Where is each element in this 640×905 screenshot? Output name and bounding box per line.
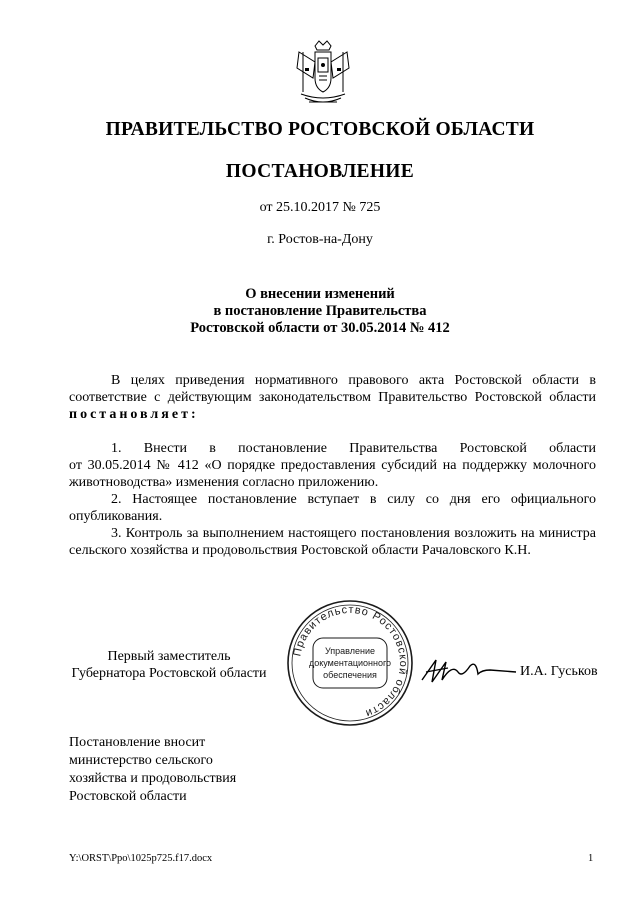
document-kind: ПОСТАНОВЛЕНИЕ — [225, 161, 415, 182]
document-date-number: от 25.10.2017 № 725 — [259, 200, 381, 215]
stamp-center-line: обеспечения — [323, 670, 377, 680]
note-line: хозяйства и продовольствия — [69, 771, 237, 786]
handwritten-signature — [418, 650, 518, 690]
signatory-title — [69, 648, 269, 682]
item-3: 3. Контроль за выполнением настоящего постановления возложить на министра сельского хозяйства и продовольствия Ростовской области Рачаловского К.Н. — [69, 526, 596, 558]
note-line: Постановление вносит — [69, 735, 206, 750]
stamp-center-line: Управление — [324, 646, 376, 656]
subject-line: О внесении изменений — [245, 286, 395, 302]
signatory-title-line: Губернатора Ростовской области — [71, 666, 267, 681]
stamp-center-line: документационного — [308, 658, 392, 668]
subject-line: Ростовской области от 30.05.2014 № 412 — [190, 320, 450, 336]
submitted-by-note — [69, 734, 236, 806]
signatory-name: И.А. Гуськов — [520, 664, 598, 679]
decree-word: постановляет: — [69, 407, 199, 422]
decree-items — [69, 440, 596, 559]
preamble-text: В целях приведения нормативного правового акта Ростовской области в соответствие с действующим законодательством Правительство Ростовской области — [69, 373, 596, 405]
preamble — [69, 372, 596, 423]
coat-of-arms-icon — [293, 38, 353, 110]
note-line: Ростовской области — [69, 789, 187, 804]
item-2: 2. Настоящее постановление вступает в силу со дня его официального опубликования. — [69, 492, 596, 524]
document-subject — [0, 286, 640, 337]
footer-page-number: 1 — [588, 853, 594, 864]
subject-line: в постановление Правительства — [213, 303, 427, 319]
org-title: ПРАВИТЕЛЬСТВО РОСТОВСКОЙ ОБЛАСТИ — [105, 119, 535, 140]
note-line: министерство сельского — [69, 753, 213, 768]
item-1-lead: 1. Внести в постановление Правительства Ростовской области — [111, 441, 596, 456]
stamp-ring-text: Правительство Ростовской области — [291, 603, 410, 720]
item-1-rest: от 30.05.2014 № 412 «О порядке предоставления субсидий на поддержку молочного животноводства» изменения согласно приложению. — [69, 458, 596, 490]
preamble-paragraph — [69, 372, 596, 423]
round-seal-stamp — [285, 598, 415, 728]
footer-file-path: Y:\ORST\Ppo\1025p725.f17.docx — [69, 853, 213, 864]
signatory-title-line: Первый заместитель — [107, 649, 231, 664]
document-city: г. Ростов-на-Дону — [267, 232, 373, 247]
